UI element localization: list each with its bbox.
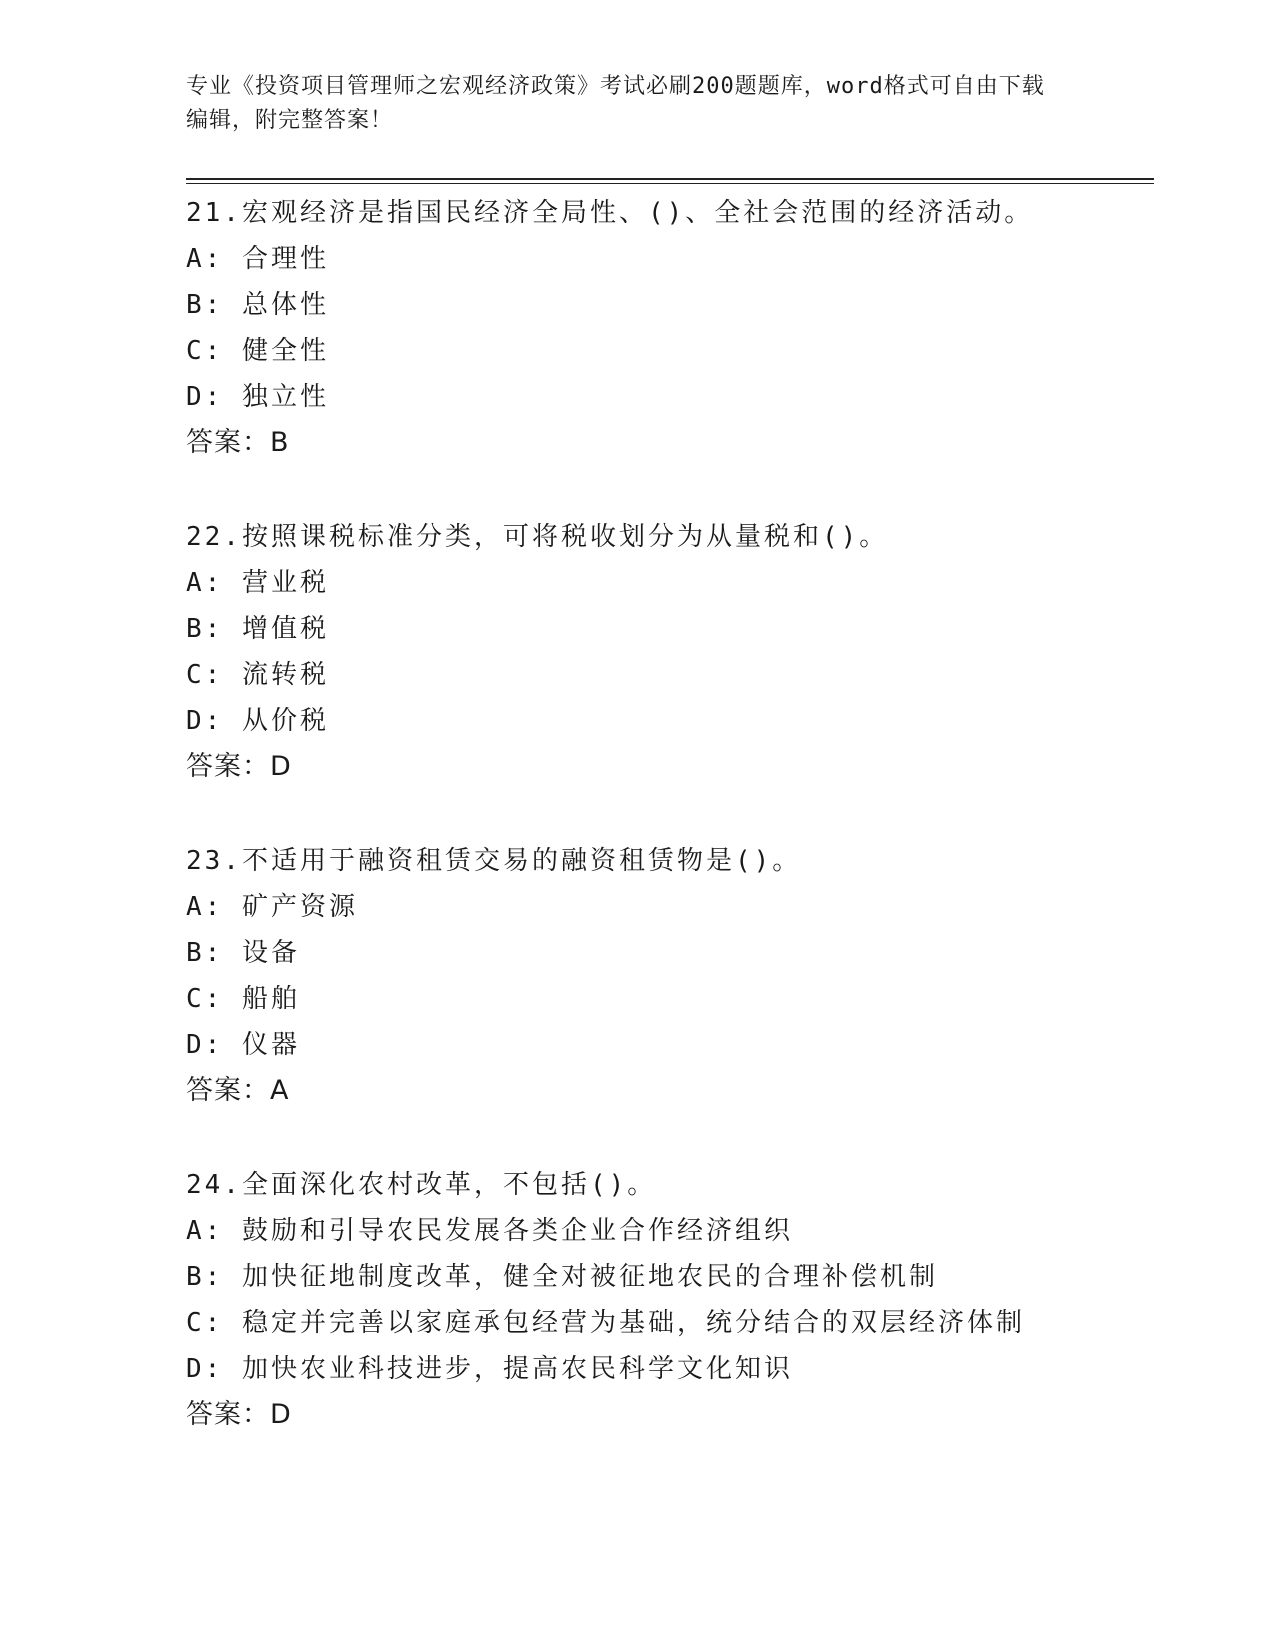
question-21 <box>186 190 1154 466</box>
answer-line: 答案：A <box>186 1075 290 1106</box>
option-b: B: 设备 <box>186 938 300 968</box>
option-a: A: 鼓励和引导农民发展各类企业合作经济组织 <box>186 1216 793 1246</box>
answer-line: 答案：D <box>186 751 292 782</box>
answer-line: 答案：D <box>186 1399 292 1430</box>
option-b: B: 加快征地制度改革，健全对被征地农民的合理补偿机制 <box>186 1262 938 1292</box>
option-d: D: 从价税 <box>186 706 329 736</box>
header-divider-thick <box>186 178 1154 180</box>
option-c: C: 稳定并完善以家庭承包经营为基础，统分结合的双层经济体制 <box>186 1308 1025 1338</box>
option-d: D: 加快农业科技进步，提高农民科学文化知识 <box>186 1354 793 1384</box>
question-stem: 24.全面深化农村改革，不包括()。 <box>186 1170 657 1200</box>
question-22 <box>186 514 1154 790</box>
question-stem: 22.按照课税标准分类，可将税收划分为从量税和()。 <box>186 522 889 552</box>
answer-line: 答案：B <box>186 427 290 458</box>
option-c: C: 健全性 <box>186 336 329 366</box>
question-24 <box>186 1162 1154 1438</box>
option-c: C: 流转税 <box>186 660 329 690</box>
option-b: B: 总体性 <box>186 290 329 320</box>
question-stem: 21.宏观经济是指国民经济全局性、()、全社会范围的经济活动。 <box>186 198 1034 228</box>
question-stem: 23.不适用于融资租赁交易的融资租赁物是()。 <box>186 846 802 876</box>
question-23 <box>186 838 1154 1114</box>
option-a: A: 矿产资源 <box>186 892 358 922</box>
option-a: A: 合理性 <box>186 244 329 274</box>
header-divider-thin <box>186 183 1154 184</box>
option-c: C: 船舶 <box>186 984 300 1014</box>
option-a: A: 营业税 <box>186 568 329 598</box>
question-list <box>186 190 1154 1486</box>
option-d: D: 独立性 <box>186 382 329 412</box>
option-d: D: 仪器 <box>186 1030 300 1060</box>
option-b: B: 增值税 <box>186 614 329 644</box>
document-header: 专业《投资项目管理师之宏观经济政策》考试必刷200题题库，word格式可自由下载编辑，附完整答案！ <box>186 74 1045 133</box>
